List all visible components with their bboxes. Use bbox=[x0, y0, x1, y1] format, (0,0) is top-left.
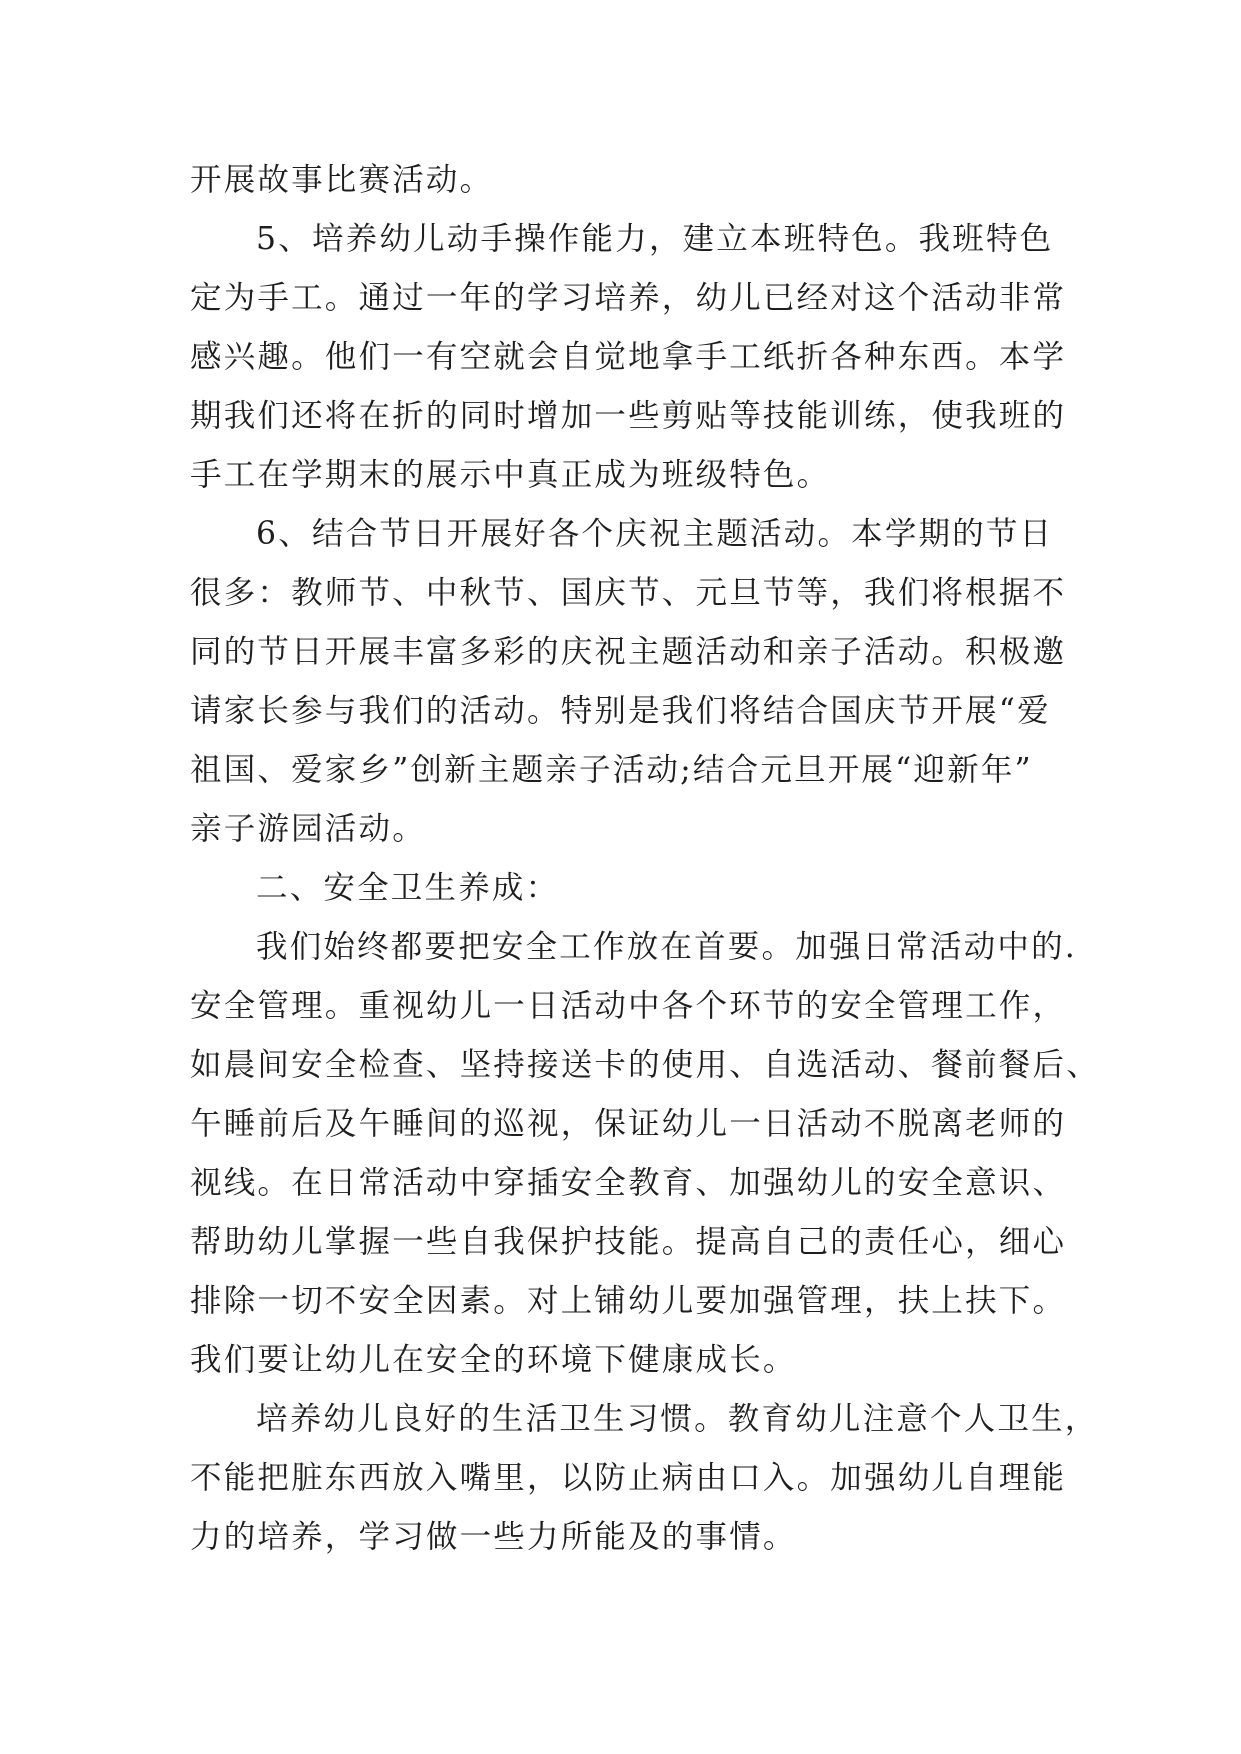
text-line: 不能把脏东西放入嘴里，以防止病由口入。加强幼儿自理能 bbox=[190, 1460, 1067, 1496]
text-line: 期我们还将在折的同时增加一些剪贴等技能训练，使我班的 bbox=[190, 398, 1067, 434]
text-line: 亲子游园活动。 bbox=[190, 811, 426, 847]
text-line: 如晨间安全检查、坚持接送卡的使用、自选活动、餐前餐后、 bbox=[190, 1047, 1100, 1083]
text-line: 我们始终都要把安全工作放在首要。加强日常活动中的. bbox=[256, 929, 1078, 965]
text-line: 帮助幼儿掌握一些自我保护技能。提高自己的责任心，细心 bbox=[190, 1224, 1067, 1260]
text-line: 祖国、爱家乡”创新主题亲子活动;结合元旦开展“迎新年” bbox=[190, 752, 1033, 788]
text-line: 开展故事比赛活动。 bbox=[190, 162, 494, 198]
text-line: 力的培养，学习做一些力所能及的事情。 bbox=[190, 1519, 797, 1555]
text-line: 排除一切不安全因素。对上铺幼儿要加强管理，扶上扶下。 bbox=[190, 1283, 1067, 1319]
text-line: 同的节日开展丰富多彩的庆祝主题活动和亲子活动。积极邀 bbox=[190, 634, 1067, 670]
body-text bbox=[190, 151, 1100, 1567]
text-line: 定为手工。通过一年的学习培养，幼儿已经对这个活动非常 bbox=[190, 280, 1067, 316]
text-line: 很多：教师节、中秋节、国庆节、元旦节等，我们将根据不 bbox=[190, 575, 1067, 611]
text-line: 感兴趣。他们一有空就会自觉地拿手工纸折各种东西。本学 bbox=[190, 339, 1067, 375]
text-line: 请家长参与我们的活动。特别是我们将结合国庆节开展“爱 bbox=[190, 693, 1051, 729]
text-line: 我们要让幼儿在安全的环境下健康成长。 bbox=[190, 1342, 797, 1378]
text-line: 午睡前后及午睡间的巡视，保证幼儿一日活动不脱离老师的 bbox=[190, 1106, 1067, 1142]
text-line: 5、培养幼儿动手操作能力，建立本班特色。我班特色 bbox=[256, 221, 1054, 257]
text-line: 安全管理。重视幼儿一日活动中各个环节的安全管理工作， bbox=[190, 988, 1067, 1024]
text-line: 视线。在日常活动中穿插安全教育、加强幼儿的安全意识、 bbox=[190, 1165, 1067, 1201]
text-line: 6、结合节日开展好各个庆祝主题活动。本学期的节日 bbox=[256, 516, 1054, 552]
text-line: 手工在学期末的展示中真正成为班级特色。 bbox=[190, 457, 831, 493]
text-line: 培养幼儿良好的生活卫生习惯。教育幼儿注意个人卫生， bbox=[256, 1401, 1099, 1437]
text-line: 二、安全卫生养成： bbox=[256, 870, 560, 906]
